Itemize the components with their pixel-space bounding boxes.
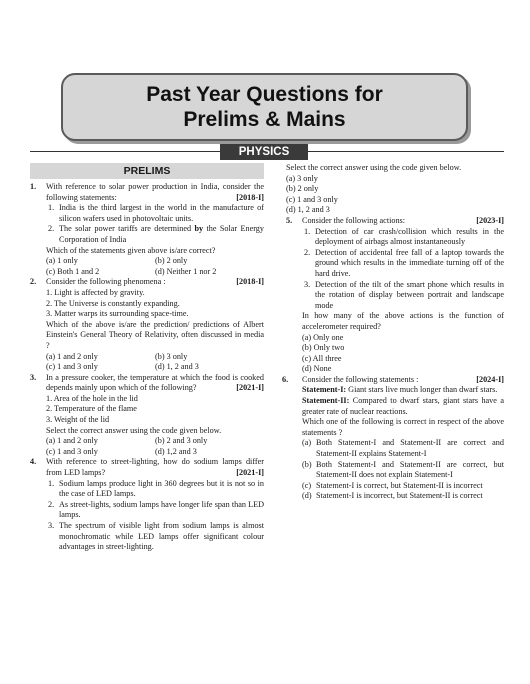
- statement-i: [302, 385, 504, 396]
- question-prompt: In how many of the above actions is the function of accelerometer required?: [302, 311, 504, 331]
- question-prompt: Which of the statements given above is/are correct?: [46, 245, 216, 255]
- question-text: With reference to solar power production in India, consider the following statements:: [46, 182, 264, 202]
- statement: 3. Matter warps its surrounding space-time.: [46, 309, 189, 319]
- statement-label: Statement-II:: [302, 396, 350, 406]
- statement-text: The solar power tariffs are determined: [59, 224, 195, 234]
- option-d: (d) Neither 1 nor 2: [155, 266, 217, 276]
- statement: [46, 224, 264, 245]
- question-number: 4.: [30, 457, 37, 467]
- option-b: (b) Only two: [302, 343, 345, 353]
- option-a: [302, 438, 504, 459]
- statement: [302, 248, 504, 280]
- statement: 1. Light is affected by gravity.: [46, 287, 145, 297]
- option-letter: (b): [302, 459, 312, 469]
- statement-number: 2.: [48, 499, 55, 509]
- question-year: [2021-I]: [236, 383, 264, 393]
- statement: 1. Area of the hole in the lid: [46, 393, 138, 403]
- option-b: (b) 2 only: [286, 184, 319, 194]
- statement-label: Statement-I:: [302, 385, 347, 395]
- option-b: (b) 2 and 3 only: [155, 436, 208, 446]
- question-4: [30, 457, 264, 552]
- statement-text: The spectrum of visible light from sodium lamps is almost monochromatic while LED lamps offer significant colour advantages in street-lighting.: [59, 521, 264, 552]
- statement-ii: [302, 396, 504, 417]
- left-column: [30, 163, 264, 553]
- option-b: (b) 2 only: [155, 256, 188, 266]
- question-year: [2023-I]: [476, 215, 504, 225]
- question-5: [286, 216, 504, 375]
- option-letter: (c): [302, 480, 312, 490]
- option-a: (a) Only one: [302, 332, 344, 342]
- question-4-continued: [286, 163, 504, 216]
- statement-text: Giant stars live much longer than dwarf stars.: [346, 385, 498, 395]
- statement: [46, 500, 264, 521]
- question-2: [30, 277, 264, 372]
- statement: 2. Temperature of the flame: [46, 404, 137, 414]
- statement-text: Compared to dwarf stars, giant stars have a greater rate of nuclear reactions.: [302, 396, 504, 416]
- question-text: With reference to street-lighting, how do sodium lamps differ from LED lamps?: [46, 457, 264, 478]
- question-prompt: Select the correct answer using the code given below.: [286, 163, 462, 172]
- statement: [46, 521, 264, 553]
- option-text: Both Statement-I and Statement-II are correct and Statement-II explains Statement-I: [316, 438, 504, 459]
- option-d: (d) 1, 2 and 3: [286, 205, 330, 215]
- option-b: (b) 3 only: [155, 351, 188, 361]
- statement: [302, 280, 504, 312]
- question-number: 5.: [286, 215, 293, 225]
- question-prompt: Which of the above is/are the prediction/ predictions of Albert Einstein's General Theory of Relativity, often discussed in media ?: [46, 319, 264, 350]
- statement-text: Detection of the tilt of the smart phone which results in the rotation of display between portrait and landscape mode: [315, 279, 504, 310]
- section-heading: PRELIMS: [30, 163, 264, 179]
- statement-number: 1.: [48, 203, 55, 213]
- statement-number: 2.: [304, 247, 311, 257]
- option-letter: (a): [302, 438, 312, 448]
- banner-title-line2: Prelims & Mains: [183, 108, 346, 131]
- question-number: 1.: [30, 182, 37, 191]
- option-c: (c) 1 and 3 only: [46, 362, 98, 372]
- option-a: (a) 1 only: [46, 256, 78, 266]
- statement: [302, 227, 504, 248]
- option-text: Statement-I is correct, but Statement-II is incorrect: [316, 480, 483, 490]
- question-text: Consider the following actions:: [302, 215, 406, 225]
- question-year: [2018-I]: [236, 192, 264, 202]
- statement-text: India is the third largest in the world in the manufacture of silicon wafers used in photovoltaic units.: [59, 203, 264, 223]
- statement-text-bold: by: [194, 224, 204, 234]
- question-text: In a pressure cooker, the temperature at which the food is cooked depends mainly upon which of the following?: [46, 372, 264, 393]
- question-prompt: Select the correct answer using the code given below.: [46, 425, 222, 435]
- option-c: (c) 1 and 3 only: [286, 194, 338, 204]
- question-year: [2024-I]: [476, 374, 504, 384]
- option-letter: (d): [302, 491, 312, 501]
- option-c: (c) Both 1 and 2: [46, 266, 100, 276]
- option-a: (a) 1 and 2 only: [46, 351, 98, 361]
- statement: [46, 479, 264, 500]
- option-d: (d) 1,2 and 3: [155, 446, 197, 456]
- question-1: [30, 182, 264, 277]
- option-a: (a) 3 only: [286, 173, 318, 183]
- statement-number: 3.: [304, 279, 311, 289]
- banner-title-line1: Past Year Questions for: [146, 83, 383, 106]
- question-number: 6.: [282, 374, 289, 384]
- statement-number: 2.: [48, 224, 55, 234]
- statement-text: Detection of car crash/collision which results in the deployment of airbags almost instantaneously: [315, 226, 504, 247]
- option-c: (c) All three: [302, 353, 342, 363]
- option-d: (d) 1, 2 and 3: [155, 362, 199, 372]
- question-6: [282, 375, 504, 502]
- option-c: [302, 481, 504, 492]
- statement: [46, 203, 264, 224]
- divider-left: [30, 151, 220, 152]
- statement-number: 1.: [304, 226, 311, 236]
- question-year: [2018-I]: [236, 277, 264, 287]
- option-b: [302, 460, 504, 481]
- statement: 2. The Universe is constantly expanding.: [46, 298, 180, 308]
- question-text: Consider the following phenomena :: [46, 277, 166, 287]
- right-column: [282, 163, 504, 502]
- title-banner: [61, 73, 468, 141]
- question-year: [2021-I]: [236, 468, 264, 478]
- statement-text: the Solar Energy Corporation of India: [59, 224, 264, 244]
- option-d: (d) None: [302, 364, 332, 374]
- option-d: [302, 491, 504, 502]
- statement-number: 1.: [48, 478, 55, 488]
- option-text: Statement-I is incorrect, but Statement-II is correct: [316, 491, 483, 501]
- option-a: (a) 1 and 2 only: [46, 436, 98, 446]
- option-c: (c) 1 and 3 only: [46, 446, 98, 456]
- question-number: 3.: [30, 372, 37, 382]
- question-number: 2.: [30, 277, 37, 287]
- subject-label: PHYSICS: [220, 144, 308, 160]
- statement: 3. Weight of the lid: [46, 415, 110, 425]
- question-3: [30, 373, 264, 458]
- question-text: Consider the following statements :: [302, 374, 419, 384]
- option-text: Both Statement-I and Statement-II are correct, but Statement-II does not explain Statement-I: [316, 459, 504, 480]
- statement-text: Sodium lamps produce light in 360 degrees but it is not so in the case of LED lamps.: [59, 478, 264, 499]
- question-prompt: Which one of the following is correct in respect of the above statements ?: [302, 417, 504, 437]
- statement-text: As street-lights, sodium lamps have longer life span than LED lamps.: [59, 499, 264, 520]
- statement-text: Detection of accidental free fall of a laptop towards the ground which results in the immediate turning off of the hard drive.: [315, 247, 504, 278]
- divider-right: [308, 151, 504, 152]
- statement-number: 3.: [48, 521, 55, 530]
